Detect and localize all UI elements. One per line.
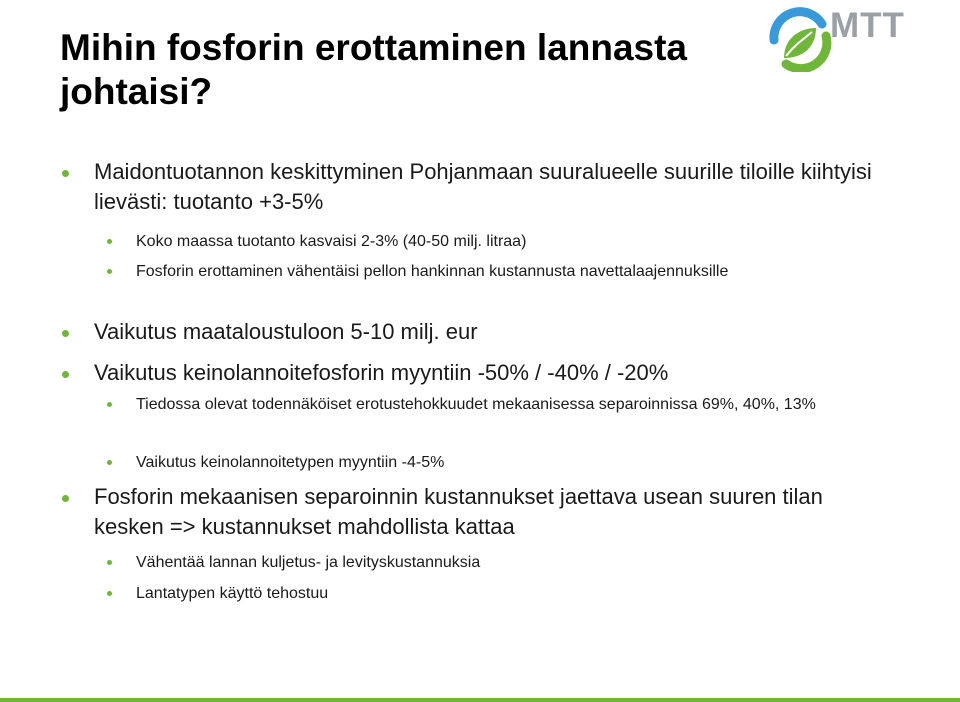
bullet-marker-level2 <box>107 460 112 465</box>
bullet-marker-level1 <box>62 170 69 177</box>
bullet-item-level2: Vähentää lannan kuljetus- ja levityskustannuksia <box>136 554 481 571</box>
bullet-item-level2: Koko maassa tuotanto kasvaisi 2-3% (40-50 milj. litraa) <box>136 233 527 250</box>
bullet-item-level1: Vaikutus keinolannoitefosforin myyntiin -50% / -40% / -20% <box>94 360 669 385</box>
bullet-marker-level1 <box>62 371 69 378</box>
bullet-marker-level2 <box>107 269 112 274</box>
bullet-marker-level1 <box>62 330 69 337</box>
mtt-logo-icon <box>764 2 834 72</box>
bullet-item-level1: Maidontuotannon keskittyminen Pohjanmaan suuralueelle suurille tiloille kiihtyisi lievästi: tuotanto +3-5% <box>94 159 872 214</box>
bullet-item-level2: Vaikutus keinolannoitetypen myyntiin -4-5% <box>136 454 445 471</box>
bullet-item-level2: Lantatypen käyttö tehostuu <box>136 585 329 602</box>
bullet-marker-level2 <box>107 591 112 596</box>
bullet-marker-level2 <box>107 239 112 244</box>
bottom-accent-line <box>0 698 960 702</box>
bullet-marker-level1 <box>62 495 69 502</box>
mtt-logo <box>764 2 954 72</box>
mtt-logo-text: MTT <box>830 6 905 45</box>
bullet-item-level1: Fosforin mekaanisen separoinnin kustannukset jaettava usean suuren tilan kesken => kustannukset mahdollista kattaa <box>94 484 823 539</box>
bullet-marker-level2 <box>107 402 112 407</box>
slide-title: Mihin fosforin erottaminen lannasta johtaisi? <box>60 27 687 112</box>
bullet-item-level1: Vaikutus maataloustuloon 5-10 milj. eur <box>94 319 478 344</box>
bullet-marker-level2 <box>107 560 112 565</box>
bullet-item-level2: Fosforin erottaminen vähentäisi pellon hankinnan kustannusta navettalaajennuksille <box>136 263 729 280</box>
bullet-item-level2: Tiedossa olevat todennäköiset erotustehokkuudet mekaanisessa separoinnissa 69%, 40%, 13% <box>136 396 816 413</box>
